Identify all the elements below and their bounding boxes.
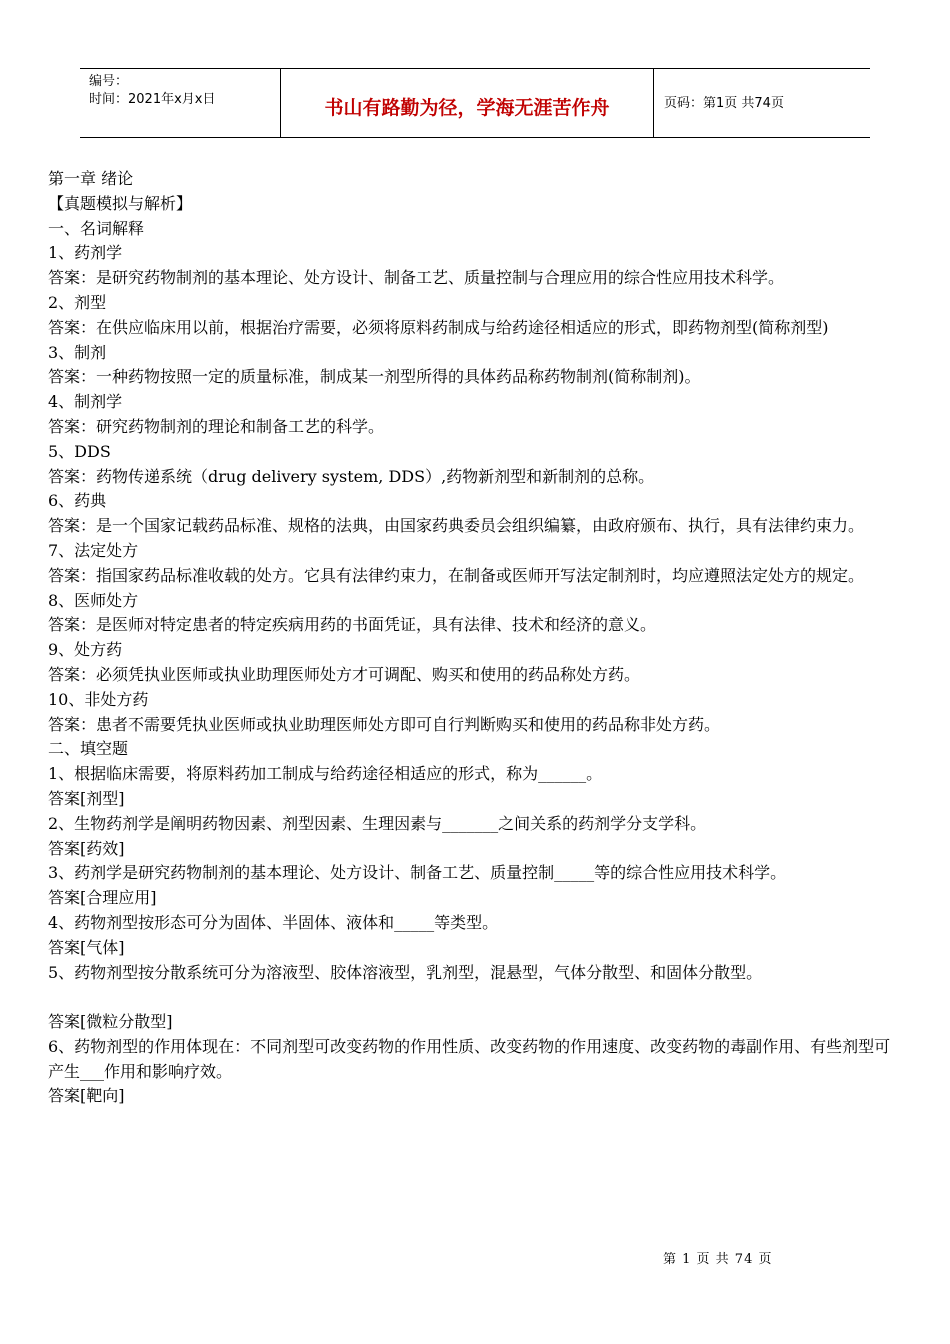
text-line: 答案：一种药物按照一定的质量标准，制成某一剂型所得的具体药品称药物制剂(简称制剂)。 bbox=[48, 367, 701, 387]
text-line: 2、生物药剂学是阐明药物因素、剂型因素、生理因素与_______之间关系的药剂学分支学科。 bbox=[48, 813, 707, 833]
header-date: 时间：2021年x月x日 bbox=[89, 92, 216, 107]
text-line: 答案[靶向] bbox=[48, 1086, 125, 1106]
text-line: 3、制剂 bbox=[48, 342, 107, 362]
text-line: 答案：研究药物制剂的理论和制备工艺的科学。 bbox=[48, 416, 385, 436]
text-line: 一、名词解释 bbox=[48, 218, 145, 238]
text-line: 5、药物剂型按分散系统可分为溶液型、胶体溶液型，乳剂型，混悬型，气体分散型、和固体分散型。 bbox=[48, 962, 763, 982]
text-line: 6、药典 bbox=[48, 491, 107, 511]
document-body bbox=[48, 167, 906, 1109]
text-line: 7、法定处方 bbox=[48, 540, 139, 560]
text-line: 答案：药物传递系统（drug delivery system, DDS）,药物新剂型和新制剂的总称。 bbox=[48, 466, 655, 486]
text-line: 答案：是医师对特定患者的特定疾病用药的书面凭证，具有法律、技术和经济的意义。 bbox=[48, 615, 657, 635]
text-line: 第一章 绪论 bbox=[48, 169, 134, 188]
text-line: 答案：在供应临床用以前，根据治疗需要，必须将原料药制成与给药途径相适应的形式，即药物剂型(简称剂型) bbox=[48, 317, 829, 337]
text-line: 答案[药效] bbox=[48, 838, 125, 858]
text-line: 答案[微粒分散型] bbox=[48, 1012, 173, 1032]
text-line: 1、根据临床需要，将原料药加工制成与给药途径相适应的形式，称为______。 bbox=[48, 764, 603, 784]
text-line: 4、制剂学 bbox=[48, 392, 123, 412]
text-line: 答案：患者不需要凭执业医师或执业助理医师处方即可自行判断购买和使用的药品称非处方药。 bbox=[48, 714, 721, 734]
document-header bbox=[80, 68, 870, 138]
text-line: 5、DDS bbox=[48, 441, 111, 461]
text-line: 【真题模拟与解析】 bbox=[48, 193, 193, 213]
header-page-number: 页码：第1页 共74页 bbox=[664, 96, 784, 111]
header-motto-cell bbox=[281, 69, 654, 137]
text-line: 答案[合理应用] bbox=[48, 888, 157, 908]
header-number: 编号： bbox=[89, 74, 129, 89]
header-info-cell bbox=[80, 69, 281, 137]
blank-line bbox=[48, 985, 906, 1010]
text-line: 答案：是研究药物制剂的基本理论、处方设计、制备工艺、质量控制与合理应用的综合性应用技术科学。 bbox=[48, 268, 785, 288]
text-line: 2、剂型 bbox=[48, 292, 107, 312]
text-line: 9、处方药 bbox=[48, 640, 123, 660]
text-line: 答案：是一个国家记载药品标准、规格的法典，由国家药典委员会组织编纂，由政府颁布、执行，具有法律约束力。 bbox=[48, 516, 865, 536]
text-line: 答案：必须凭执业医师或执业助理医师处方才可调配、购买和使用的药品称处方药。 bbox=[48, 664, 641, 684]
text-line: 1、药剂学 bbox=[48, 243, 123, 263]
text-line: 3、药剂学是研究药物制剂的基本理论、处方设计、制备工艺、质量控制_____等的综合性应用技术科学。 bbox=[48, 863, 787, 883]
text-line: 6、药物剂型的作用体现在：不同剂型可改变药物的作用性质、改变药物的作用速度、改变药物的毒副作用、有些剂型可产生___作用和影响疗效。 bbox=[48, 1036, 891, 1081]
text-line: 10、非处方药 bbox=[48, 689, 149, 709]
text-line: 答案[气体] bbox=[48, 937, 125, 957]
text-line: 8、医师处方 bbox=[48, 590, 139, 610]
text-line: 二、填空题 bbox=[48, 739, 129, 759]
text-line: 答案：指国家药品标准收载的处方。它具有法律约束力，在制备或医师开写法定制剂时，均应遵照法定处方的规定。 bbox=[48, 565, 865, 585]
header-motto: 书山有路勤为径，学海无涯苦作舟 bbox=[324, 97, 610, 119]
page-footer: 第 1 页 共 74 页 bbox=[663, 1252, 773, 1267]
text-line: 答案[剂型] bbox=[48, 788, 125, 808]
header-page-cell bbox=[654, 69, 870, 137]
text-line: 4、药物剂型按形态可分为固体、半固体、液体和_____等类型。 bbox=[48, 912, 499, 932]
